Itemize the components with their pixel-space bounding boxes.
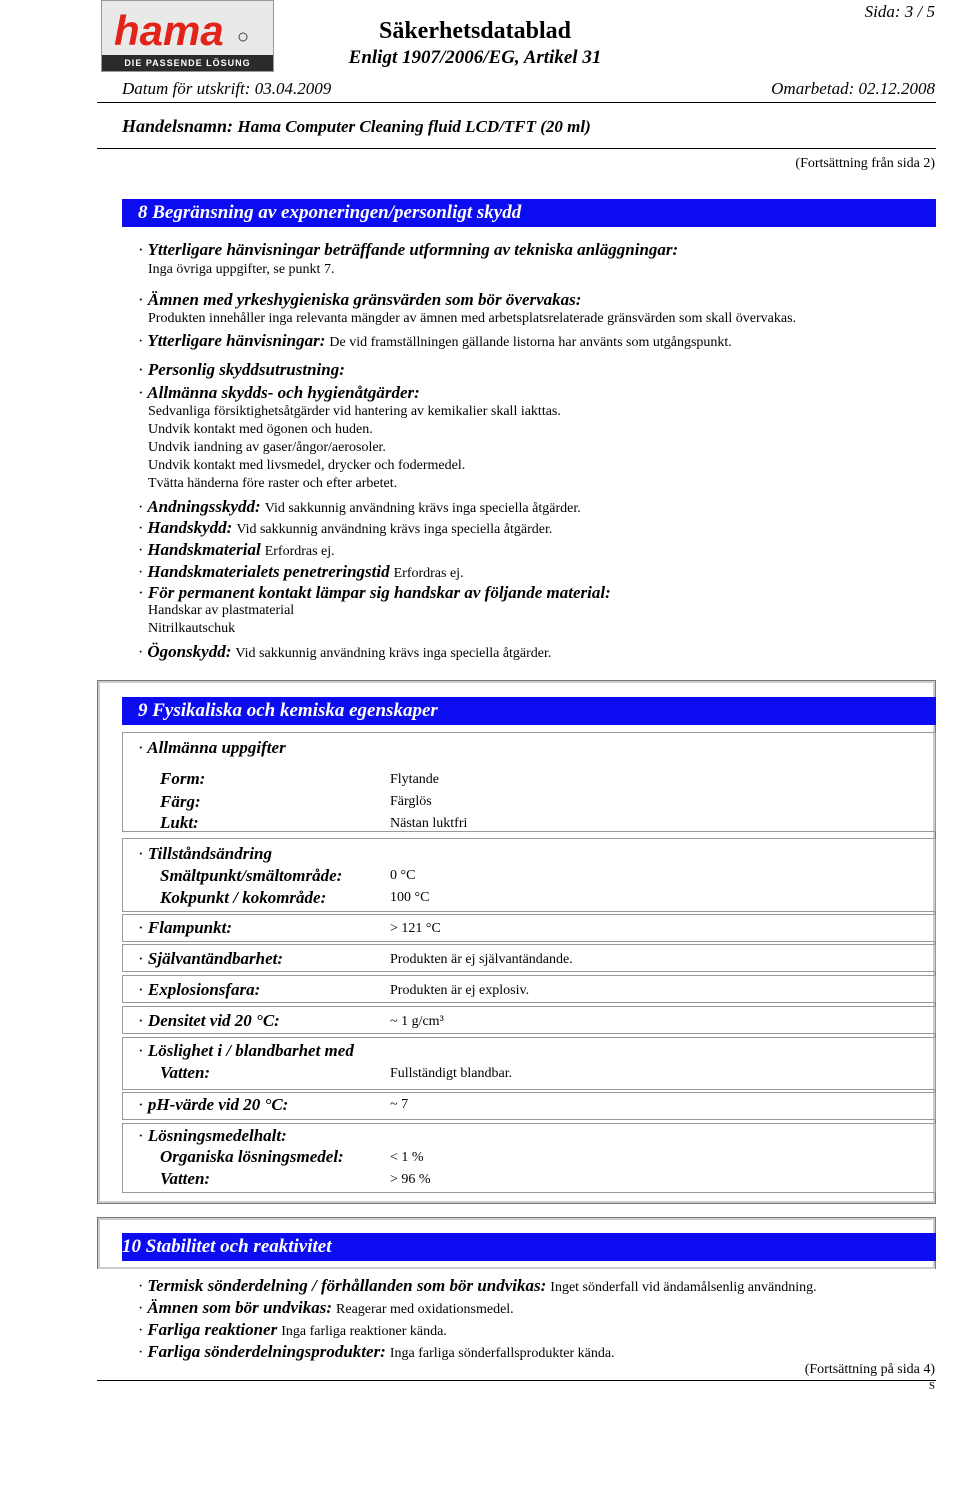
melting-point-label: Smältpunkt/smältområde: — [160, 866, 343, 885]
water-solubility-value: Fullständigt blandbar. — [390, 1066, 513, 1081]
organic-solvent-value: < 1 % — [390, 1150, 424, 1165]
section-9-header: 9 Fysikaliska och kemiska egenskaper — [122, 697, 936, 725]
glove-material: · Handskmaterial Erfordras ej. — [138, 540, 335, 559]
technical-measures-text: Inga övriga uppgifter, se punkt 7. — [148, 262, 335, 277]
logo-tagline: DIE PASSENDE LÖSUNG — [102, 55, 273, 71]
color-label: Färg: — [160, 792, 201, 811]
logo-wordmark-text: hama — [114, 7, 224, 51]
form-label: Form: — [160, 769, 206, 788]
hygiene-line: Undvik kontakt med livsmedel, drycker och fodermedel. — [148, 458, 466, 473]
glove-penetration-time: · Handskmaterialets penetreringstid Erfordras ej. — [138, 562, 464, 581]
ppe-label: · Personlig skyddsutrustning: — [138, 360, 345, 379]
hygiene-line: Undvik kontakt med ögonen och huden. — [148, 422, 373, 437]
boiling-point-label: Kokpunkt / kokområde: — [160, 888, 327, 907]
thermal-decomposition: · Termisk sönderdelning / förhållanden som bör undvikas: Inget sönderfall vid ändamålsenlig användning. — [138, 1276, 817, 1295]
hand-protection: · Handskydd: Vid sakkunnig användning krävs inga speciella åtgärder. — [138, 518, 553, 537]
further-notes: · Ytterligare hänvisningar: De vid framställningen gällande listorna har använts som utgångspunkt. — [138, 331, 732, 350]
exposure-limits-label: · Ämnen med yrkeshygieniska gränsvärden som bör övervakas: — [138, 290, 582, 309]
print-date: Datum för utskrift: 03.04.2009 — [122, 79, 332, 98]
self-ignition-label: · Självantändbarhet: — [138, 949, 284, 968]
explosion-label: · Explosionsfara: — [138, 980, 261, 999]
trade-name — [122, 116, 591, 137]
color-value: Färglös — [390, 794, 432, 809]
solvent-content-label: · Lösningsmedelhalt: — [138, 1126, 287, 1145]
materials-to-avoid: · Ämnen som bör undvikas: Reagerar med oxidationsmedel. — [138, 1298, 514, 1317]
self-ignition-value: Produkten är ej självantändande. — [390, 952, 573, 967]
eye-protection: · Ögonskydd: Vid sakkunnig användning krävs inga speciella åtgärder. — [138, 642, 552, 661]
page-number: Sida: 3 / 5 — [864, 2, 935, 21]
odor-label: Lukt: — [160, 813, 199, 832]
odor-value: Nästan luktfri — [390, 816, 468, 831]
document-title: Säkerhetsdatablad — [378, 18, 572, 44]
continued-to: (Fortsättning på sida 4) — [804, 1362, 935, 1377]
hygiene-line: Tvätta händerna före raster och efter arbetet. — [148, 476, 398, 491]
dangerous-reactions: · Farliga reaktioner Inga farliga reaktioner kända. — [138, 1320, 447, 1339]
density-value: ~ 1 g/cm³ — [390, 1014, 444, 1029]
hama-logo-wordmark — [110, 7, 250, 51]
permanent-contact-label: · För permanent kontakt lämpar sig handskar av följande material: — [138, 583, 611, 602]
trade-name-label: Handelsnamn: — [122, 116, 234, 136]
ph-label: · pH-värde vid 20 °C: — [138, 1095, 289, 1114]
tradename-divider — [97, 148, 936, 149]
flash-point-label: · Flampunkt: — [138, 918, 233, 937]
document-subtitle: Enligt 1907/2006/EG, Artikel 31 — [348, 47, 602, 68]
continued-from: (Fortsättning från sida 2) — [795, 156, 935, 171]
section-8-header: 8 Begränsning av exponeringen/personligt skydd — [122, 199, 936, 227]
dangerous-decomposition-products: · Farliga sönderdelningsprodukter: Inga farliga sönderfallsprodukter kända. — [138, 1342, 615, 1361]
respiratory-protection: · Andningsskydd: Vid sakkunnig användning krävs inga speciella åtgärder. — [138, 497, 581, 516]
header-divider — [97, 102, 936, 103]
explosion-value: Produkten är ej explosiv. — [390, 983, 530, 998]
flash-point-value: > 121 °C — [390, 921, 441, 936]
technical-measures-label: · Ytterligare hänvisningar beträffande utformning av tekniska anläggningar: — [138, 240, 679, 259]
solvent-water-label: Vatten: — [160, 1169, 211, 1188]
ph-value: ~ 7 — [390, 1097, 409, 1112]
hygiene-label: · Allmänna skydds- och hygienåtgärder: — [138, 383, 420, 402]
solubility-label: · Löslighet i / blandbarhet med — [138, 1041, 354, 1060]
melting-point-value: 0 °C — [390, 868, 416, 883]
density-label: · Densitet vid 20 °C: — [138, 1011, 280, 1030]
exposure-limits-text: Produkten innehåller inga relevanta mängder av ämnen med arbetsplatsrelaterade gränsvärden som skall övervakas. — [148, 311, 797, 326]
solvent-water-value: > 96 % — [390, 1172, 431, 1187]
section-10-header: 10 Stabilitet och reaktivitet — [122, 1233, 936, 1261]
hama-logo — [101, 0, 274, 72]
footer-divider — [97, 1380, 936, 1381]
general-info-label: · Allmänna uppgifter — [138, 738, 286, 757]
organic-solvent-label: Organiska lösningsmedel: — [160, 1147, 344, 1166]
boiling-point-value: 100 °C — [390, 890, 430, 905]
footer-corner-mark: S — [928, 1380, 935, 1392]
water-solubility-label: Vatten: — [160, 1063, 211, 1082]
hygiene-line: Sedvanliga försiktighetsåtgärder vid hantering av kemikalier skall iakttas. — [148, 404, 561, 419]
hygiene-line: Undvik iandning av gaser/ångor/aerosoler. — [148, 440, 386, 455]
permanent-contact-material: Handskar av plastmaterial — [148, 603, 295, 618]
state-change-label: · Tillståndsändring — [138, 844, 273, 863]
revised-date: Omarbetad: 02.12.2008 — [771, 79, 935, 98]
permanent-contact-material: Nitrilkautschuk — [148, 621, 236, 636]
flash-point-row — [122, 914, 936, 942]
form-value: Flytande — [390, 772, 439, 787]
trade-name-value: Hama Computer Cleaning fluid LCD/TFT (20 ml) — [237, 117, 591, 136]
